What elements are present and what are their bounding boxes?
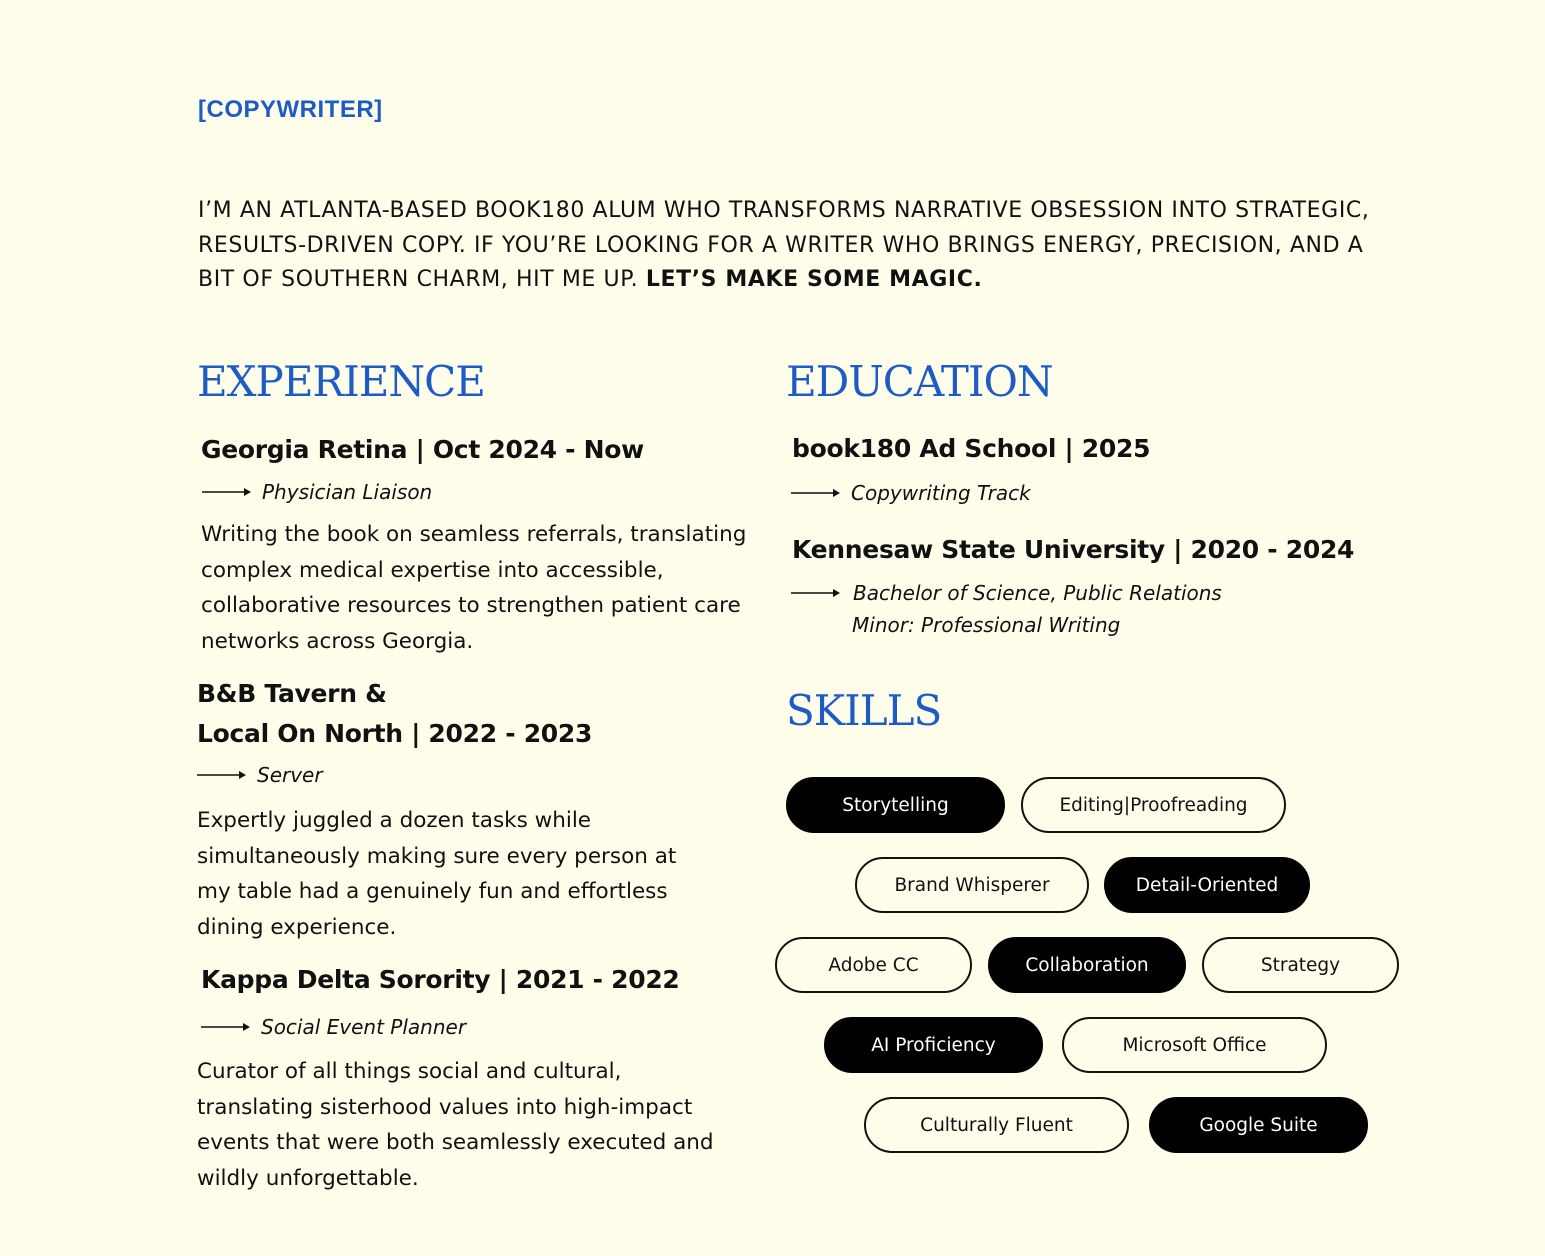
- arrow-right-icon: [201, 1021, 251, 1033]
- job-description: Writing the book on seamless referrals, translating complex medical expertise into accessible, collaborative resources to strengthen patient care networks across Georgia.: [201, 522, 747, 654]
- arrow-right-icon: [791, 487, 841, 499]
- education-title-kennesaw: Kennesaw State University | 2020 - 2024: [792, 535, 1355, 564]
- arrow-right-icon: [202, 486, 252, 498]
- skill-pill-microsoft-office: Microsoft Office: [1062, 1017, 1327, 1073]
- job-title-kappa-delta: Kappa Delta Sorority | 2021 - 2022: [201, 965, 680, 994]
- education-minor: Minor: Professional Writing: [852, 613, 1121, 637]
- skill-pill-google-suite: Google Suite: [1149, 1097, 1368, 1153]
- skill-pill-editing-proofreading: Editing|Proofreading: [1021, 777, 1286, 833]
- job-title-georgia-retina: Georgia Retina | Oct 2024 - Now: [201, 435, 644, 464]
- job-role-row: [201, 1011, 466, 1043]
- job-title-bb-tavern-line2: Local On North | 2022 - 2023: [197, 719, 593, 748]
- skill-pill-ai-proficiency: AI Proficiency: [824, 1017, 1043, 1073]
- education-detail: Copywriting Track: [851, 481, 1031, 505]
- job-role-row: [202, 476, 432, 508]
- arrow-right-icon: [791, 587, 841, 599]
- skills-heading: SKILLS: [786, 686, 942, 735]
- skill-pill-adobe-cc: Adobe CC: [775, 937, 972, 993]
- bio-text: I’M AN ATLANTA-BASED BOOK180 ALUM WHO TRANSFORMS NARRATIVE OBSESSION INTO STRATEGIC, RESULTS-DRIVEN COPY. IF YOU’RE LOOKING FOR A WRITER WHO BRINGS ENERGY, PRECISION, AND A BIT OF SOUTHERN CHARM, HIT ME UP.: [198, 198, 1370, 292]
- skill-pill-detail-oriented: Detail-Oriented: [1104, 857, 1310, 913]
- education-detail-row: [791, 477, 1031, 509]
- skill-pill-culturally-fluent: Culturally Fluent: [864, 1097, 1129, 1153]
- skill-pill-strategy: Strategy: [1202, 937, 1399, 993]
- job-role: Physician Liaison: [262, 480, 433, 504]
- education-detail-row: [791, 577, 1222, 609]
- education-degree: Bachelor of Science, Public Relations: [853, 581, 1222, 605]
- skill-pill-storytelling: Storytelling: [786, 777, 1005, 833]
- bio-emphasis: LET’S MAKE SOME MAGIC.: [645, 267, 983, 292]
- education-heading: EDUCATION: [786, 357, 1053, 406]
- bio-paragraph: [198, 194, 1378, 298]
- job-description: Curator of all things social and cultural, translating sisterhood values into high-impact events that were both seamlessly executed and wildly unforgettable.: [197, 1059, 714, 1191]
- skill-pill-collaboration: Collaboration: [988, 937, 1186, 993]
- role-tag: [COPYWRITER]: [198, 96, 383, 123]
- job-role: Social Event Planner: [261, 1015, 467, 1039]
- job-description: Expertly juggled a dozen tasks while simultaneously making sure every person at my table had a genuinely fun and effortless dining experience.: [197, 808, 677, 940]
- job-title-bb-tavern-line1: B&B Tavern &: [197, 679, 387, 708]
- job-role-row: [197, 759, 323, 791]
- skill-pill-brand-whisperer: Brand Whisperer: [855, 857, 1089, 913]
- experience-heading: EXPERIENCE: [197, 357, 485, 406]
- job-role: Server: [257, 763, 323, 787]
- education-title-book180: book180 Ad School | 2025: [792, 434, 1151, 463]
- arrow-right-icon: [197, 769, 247, 781]
